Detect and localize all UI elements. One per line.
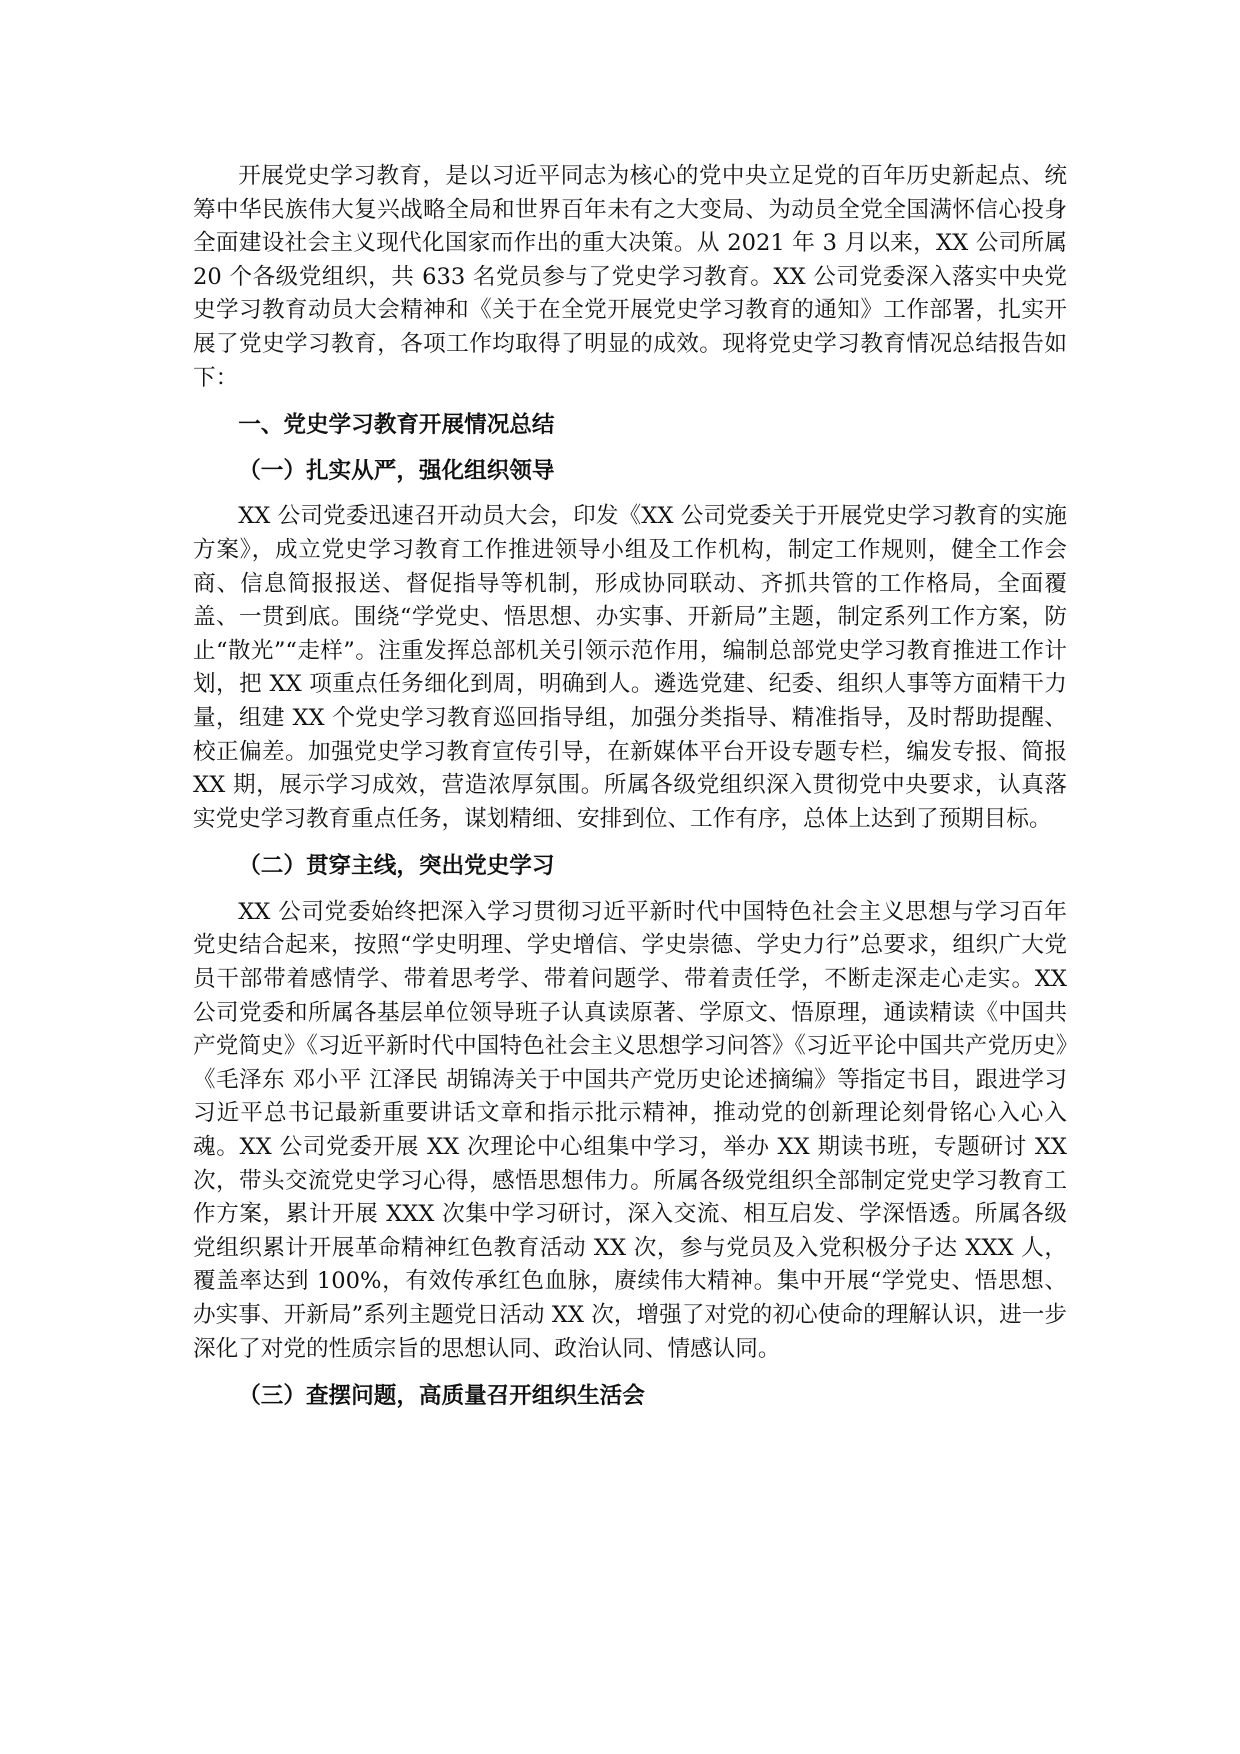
subsection-3-heading: （三）查摆问题，高质量召开组织生活会 <box>238 1383 645 1410</box>
subsection-2-body: XX 公司党委始终把深入学习贯彻习近平新时代中国特色社会主义思想与学习百年党史结合起来，按照“学史明理、学史增信、学史崇德、学史力行”总要求，组织广大党员干部带着感情学、带着思考学、带着问题学、带着责任学，不断走深走心走实。XX 公司党委和所属各基层单位领导班子认真读原著、学原文、悟原理，通读精读《中国共产党简史》《习近平新时代中国特色社会主义思想学习问答》《习近平论中国共产党历史》《毛泽东 邓小平 江泽民 胡锦涛关于中国共产党历史论述摘编》等指定书目，跟进学习习近平总书记最新重要讲话文章和指示批示精神，推动党的创新理论刻骨铭心入心入魂。XX 公司党委开展 XX 次理论中心组集中学习，举办 XX 期读书班，专题研讨 XX 次，带头交流党史学习心得，感悟思想伟力。所属各级党组织全部制定党史学习教育工作方案，累计开展 XXX 次集中学习研讨，深入交流、相互启发、学深悟透。所属各级党组织累计开展革命精神红色教育活动 XX 次，参与党员及入党积极分子达 XXX 人，覆盖率达到 100%，有效传承红色血脉，赓续伟大精神。集中开展“学党史、悟思想、办实事、开新局”系列主题党日活动 XX 次，增强了对党的初心使命的理解认识，进一步深化了对党的性质宗旨的思想认同、政治认同、情感认同。 <box>193 898 1067 1362</box>
subsection-1-heading: （一）扎实从严，强化组织领导 <box>238 457 555 484</box>
document-page <box>193 160 1067 1414</box>
subsection-1-body: XX 公司党委迅速召开动员大会，印发《XX 公司党委关于开展党史学习教育的实施方案》，成立党史学习教育工作推进领导小组及工作机构，制定工作规则，健全工作会商、信息简报报送、督促指导等机制，形成协同联动、齐抓共管的工作格局，全面覆盖、一贯到底。围绕“学党史、悟思想、办实事、开新局”主题，制定系列工作方案，防止“散光”“走样”。注重发挥总部机关引领示范作用，编制总部党史学习教育推进工作计划，把 XX 项重点任务细化到周，明确到人。遴选党建、纪委、组织人事等方面精干力量，组建 XX 个党史学习教育巡回指导组，加强分类指导、精准指导，及时帮助提醒、校正偏差。加强党史学习教育宣传引导，在新媒体平台开设专题专栏，编发专报、简报 XX 期，展示学习成效，营造浓厚氛围。所属各级党组织深入贯彻党中央要求，认真落实党史学习教育重点任务，谋划精细、安排到位、工作有序，总体上达到了预期目标。 <box>193 503 1067 832</box>
intro-paragraph: 开展党史学习教育，是以习近平同志为核心的党中央立足党的百年历史新起点、统筹中华民族伟大复兴战略全局和世界百年未有之大变局、为动员全党全国满怀信心投身全面建设社会主义现代化国家而作出的重大决策。从 2021 年 3 月以来，XX 公司所属 20 个各级党组织，共 633 名党员参与了党史学习教育。XX 公司党委深入落实中央党史学习教育动员大会精神和《关于在全党开展党史学习教育的通知》工作部署，扎实开展了党史学习教育，各项工作均取得了明显的成效。现将党史学习教育情况总结报告如下： <box>193 163 1067 391</box>
subsection-2-heading: （二）贯穿主线，突出党史学习 <box>238 853 555 880</box>
section-1-heading: 一、党史学习教育开展情况总结 <box>238 412 555 439</box>
